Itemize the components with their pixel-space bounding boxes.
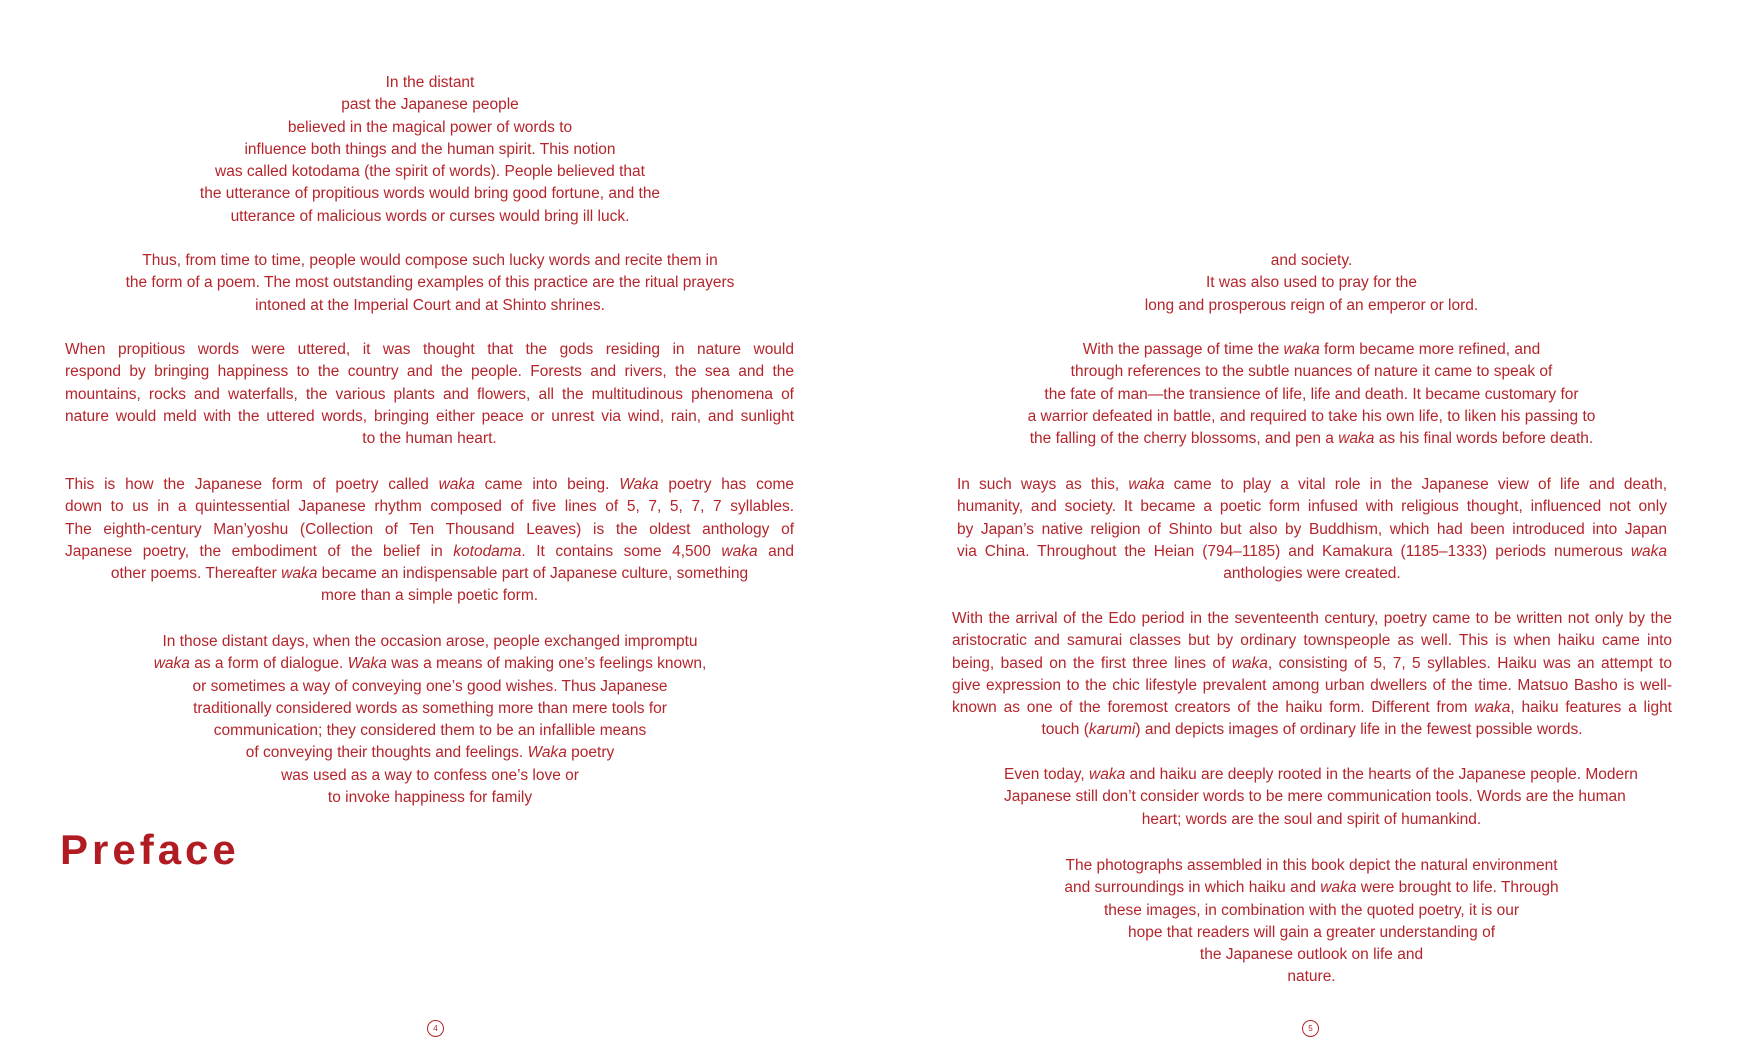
text-line: by Japan’s native religion of Shinto but also by Buddhism, which had been introduced into Japan — [957, 520, 1667, 538]
text-line: anthologies were created. — [1223, 565, 1401, 583]
text-line: believed in the magical power of words to — [287, 118, 573, 136]
text-line: nature. — [1287, 968, 1336, 986]
text-line: to the human heart. — [362, 430, 497, 448]
text-line: utterance of malicious words or curses would bring ill luck. — [230, 207, 630, 225]
text-line: and surroundings in which haiku and waka were brought to life. Through — [1064, 879, 1559, 897]
text-line: give expression to the chic lifestyle prevalent among urban dwellers of the time. Matsuo Basho is well- — [952, 676, 1672, 694]
paragraph-passage-of-time — [1009, 339, 1614, 450]
italic-term: waka — [1089, 766, 1126, 783]
text-line: the Japanese outlook on life and — [1199, 946, 1424, 964]
text-line: being, based on the first three lines of waka, consisting of 5, 7, 5 syllables. Haiku was an attempt to — [952, 654, 1672, 672]
page-title: Preface — [60, 826, 240, 873]
page-number: 5 — [1302, 1020, 1319, 1037]
text-line: to invoke happiness for family — [327, 789, 533, 807]
italic-term: waka — [721, 542, 758, 560]
text-line: humanity, and society. It became a poetic form infused with religious thought, influenced not only — [957, 498, 1667, 516]
paragraph-edo-haiku — [952, 608, 1672, 742]
text-line: Even today, waka and haiku are deeply rooted in the hearts of the Japanese people. Modern — [1004, 766, 1638, 783]
text-line: Japanese still don’t consider words to be mere communication tools. Words are the human — [1004, 788, 1626, 806]
text-line: With the passage of time the waka form became more refined, and — [1082, 341, 1541, 358]
text-line: When propitious words were uttered, it was thought that the gods residing in nature would — [65, 341, 794, 358]
text-line: the utterance of propitious words would bring good fortune, and the — [199, 185, 661, 203]
paragraph-even-today — [1004, 764, 1638, 831]
text-line: these images, in combination with the quoted poetry, it is our — [1104, 901, 1519, 919]
italic-term: Waka — [347, 655, 387, 673]
text-line: long and prosperous reign of an emperor or lord. — [1144, 296, 1479, 314]
italic-term: kotodama — [453, 542, 522, 560]
text-line: The eighth-century Man’yoshu (Collection of Ten Thousand Leaves) is the oldest anthology of — [65, 520, 794, 538]
italic-term: waka — [1231, 654, 1268, 672]
text-line: mountains, rocks and waterfalls, the various plants and flowers, all the multitudinous phenomena of — [65, 385, 794, 403]
text-line: hope that readers will gain a greater understanding of — [1127, 923, 1496, 941]
text-line: In such ways as this, waka came to play a vital role in the Japanese view of life and death, — [957, 476, 1667, 493]
text-line: In the distant — [385, 74, 475, 91]
text-line: other poems. Thereafter waka became an indispensable part of Japanese culture, something — [110, 565, 749, 583]
text-line: influence both things and the human spirit. This notion — [244, 140, 616, 158]
italic-term: waka — [1128, 476, 1165, 493]
italic-term: waka — [281, 565, 318, 583]
italic-term: waka — [1283, 341, 1320, 358]
paragraph-prayer — [1074, 250, 1549, 317]
text-line: Japanese poetry, the embodiment of the belief in kotodama. It contains some 4,500 waka and — [65, 542, 795, 560]
paragraph-kotodama — [180, 72, 680, 228]
left-page — [0, 0, 874, 1063]
italic-term: karumi — [1088, 721, 1136, 739]
text-line: more than a simple poetic form. — [320, 587, 539, 605]
text-line: Thus, from time to time, people would compose such lucky words and recite them in — [142, 252, 718, 269]
text-line: past the Japanese people — [341, 96, 519, 114]
paragraph-waka-origin — [65, 474, 794, 608]
italic-term: Waka — [527, 744, 567, 762]
text-line: In those distant days, when the occasion arose, people exchanged impromptu — [162, 633, 698, 650]
paragraph-photographs — [1054, 855, 1569, 989]
text-line: This is how the Japanese form of poetry called waka came into being. Waka poetry has come — [65, 476, 794, 493]
italic-term: waka — [438, 476, 475, 493]
text-line: respond by bringing happiness to the country and the people. Forests and rivers, the sea and the — [65, 363, 794, 381]
text-line: and society. — [1270, 252, 1353, 269]
text-line: a warrior defeated in battle, and required to take his own life, to liken his passing to — [1027, 407, 1596, 425]
italic-term: waka — [1320, 879, 1357, 897]
text-line: the falling of the cherry blossoms, and pen a waka as his final words before death. — [1029, 430, 1594, 448]
paragraph-lucky-words — [90, 250, 770, 317]
italic-term: waka — [1338, 430, 1375, 448]
text-line: known as one of the foremost creators of the haiku form. Different from waka, haiku features a light — [952, 699, 1672, 717]
text-line: It was also used to pray for the — [1205, 274, 1418, 292]
text-line: was used as a way to confess one’s love or — [281, 766, 579, 784]
paragraph-vital-role — [957, 474, 1667, 585]
italic-term: waka — [153, 655, 190, 673]
text-line: the form of a poem. The most outstanding examples of this practice are the ritual prayers — [125, 274, 735, 292]
text-line: traditionally considered words as something more than mere tools for — [193, 699, 667, 717]
paragraph-dialogue — [120, 631, 740, 809]
page-number: 4 — [427, 1020, 444, 1037]
text-line: The photographs assembled in this book depict the natural environment — [1065, 857, 1558, 874]
text-line: touch (karumi) and depicts images of ordinary life in the fewest possible words. — [1041, 721, 1583, 739]
text-line: heart; words are the soul and spirit of humankind. — [1141, 810, 1482, 828]
italic-term: Waka — [619, 476, 659, 493]
text-line: via China. Throughout the Heian (794–1185) and Kamakura (1185–1333) periods numerous waka — [957, 542, 1667, 560]
text-line: was called kotodama (the spirit of words). People believed that — [215, 163, 645, 181]
paragraph-propitious-words — [65, 339, 794, 450]
text-line: aristocratic and samurai classes but by ordinary townspeople as well. This is when haiku came into — [952, 632, 1672, 650]
text-line: down to us in a quintessential Japanese rhythm composed of five lines of 5, 7, 5, 7, 7 syllables. — [65, 498, 794, 516]
text-line: nature would meld with the uttered words, bringing either peace or unrest via wind, rain, and sunlight — [65, 407, 794, 425]
right-page — [874, 0, 1749, 1063]
italic-term: waka — [1630, 542, 1667, 560]
text-line: or sometimes a way of conveying one’s good wishes. Thus Japanese — [192, 677, 668, 695]
text-line: waka as a form of dialogue. Waka was a means of making one’s feelings known, — [153, 655, 707, 673]
text-line: intoned at the Imperial Court and at Shinto shrines. — [255, 296, 605, 314]
text-line: With the arrival of the Edo period in the seventeenth century, poetry came to be written not only by the — [952, 610, 1672, 627]
text-line: communication; they considered them to be an infallible means — [213, 722, 647, 740]
text-line: the fate of man—the transience of life, life and death. It became customary for — [1044, 385, 1579, 403]
italic-term: waka — [1474, 699, 1511, 717]
text-line: of conveying their thoughts and feelings. Waka poetry — [245, 744, 615, 762]
text-line: through references to the subtle nuances of nature it came to speak of — [1070, 363, 1553, 381]
